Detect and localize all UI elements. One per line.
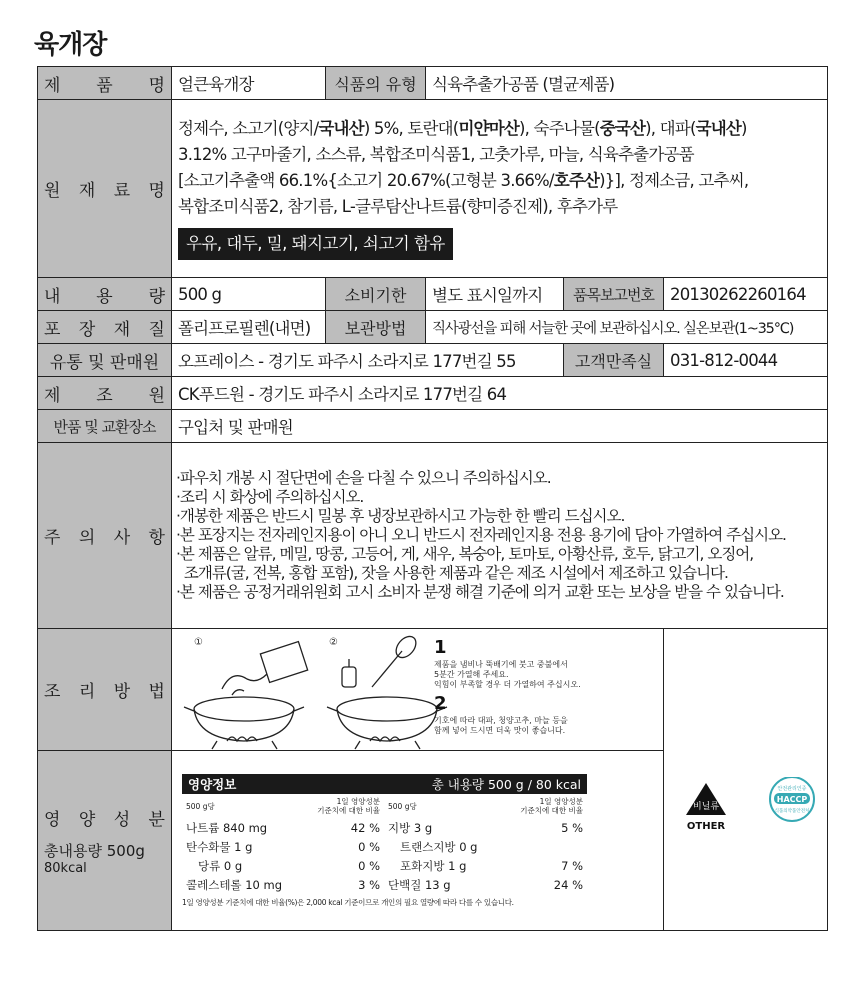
manufacturer-label: 제 조 원 [38,377,172,410]
nutrition-header-right: 총 내용량 500 g / 80 kcal [384,774,587,794]
report-no-label: 품목보고번호 [564,278,664,311]
step-1-number: 1 [434,637,447,658]
recycle-icon [686,783,726,832]
nutrition-row: 탄수화물 1 g 0 % 트랜스지방 0 g [186,839,478,854]
page-title: 육개장 [34,30,107,60]
caution-item: ·본 제품은 알류, 메밀, 땅콩, 고등어, 게, 새우, 복숭아, 토마토, 아황산류, 호두, 닭고기, 오징어, [176,545,754,563]
per-label: 500 g당 [388,801,417,811]
step-2-number: 2 [434,693,447,714]
product-name-value: 얼큰육개장 [172,67,326,100]
cooking-instructions [172,629,664,751]
nutrition-row: 당류 0 g 0 % 포화지방 1 g 7 % [198,858,584,873]
returns-value: 구입처 및 판매원 [172,410,828,443]
product-name-label: 제 품 명 [38,67,172,100]
svg-text:HACCP: HACCP [776,795,808,804]
nutrition-header-left: 영양정보 [182,774,384,794]
food-type-value: 식육추출가공품 (멸균제품) [426,67,828,100]
svg-text:식품의약품안전처: 식품의약품안전처 [774,809,810,814]
pot-2-icon [327,633,447,749]
ingredients-line: 복합조미식품2, 참기름, L-글루탐산나트륨(향미증진제), 후추가루 [178,196,618,216]
customer-value: 031-812-0044 [664,344,828,377]
nutrition-label: 영 양 성 분 총내용량 500g 80kcal [38,751,172,931]
svg-text:①: ① [194,637,203,648]
caution-item: ·조리 시 화상에 주의하십시오. [176,488,364,506]
ingredients-line: [소고기추출액 66.1%{소고기 20.67%(고형분 3.66%/호주산)}], 정제소금, 고추씨, [178,170,749,190]
step-2-text: 함께 넣어 드시면 더욱 맛이 좋습니다. [434,726,566,735]
nutrition-total: 총내용량 500g [44,842,145,860]
nutrition-panel [172,751,664,931]
packaging-label: 포 장 재 질 [38,311,172,344]
nutrition-row: 나트륨 840 mg 42 % 지방 3 g 5 % [186,820,584,835]
ingredients-value [172,100,828,278]
food-type-label: 식품의 유형 [326,67,426,100]
distributor-label: 유통 및 판매원 [38,344,172,377]
expiry-value: 별도 표시일까지 [426,278,564,311]
step-1-text: 제품을 냄비나 뚝배기에 붓고 중불에서 [434,660,568,669]
cooking-label: 조 리 방 법 [38,629,172,751]
svg-text:비닐류: 비닐류 [692,802,720,812]
nutrition-table [182,774,587,894]
expiry-label: 소비기한 [326,278,426,311]
ingredients-text [178,116,821,220]
step-1-text: 5분간 가열해 주세요. [434,670,509,679]
nutrition-footnote: 1일 영양성분 기준치에 대한 비율(%)은 2,000 kcal 기준이므로 개인의 필요 열량에 따라 다를 수 있습니다. [182,898,514,907]
ingredients-line: 정제수, 소고기(양지/국내산) 5%, 토란대(미얀마산), 숙주나물(중국산), 대파(국내산) [178,118,747,138]
nutrition-row: 콜레스테롤 10 mg 3 % 단백질 13 g 24 % [186,877,584,892]
svg-text:안전관리인증: 안전관리인증 [777,786,807,792]
caution-item: ·개봉한 제품은 반드시 밀봉 후 냉장보관하시고 가능한 한 빨리 드십시오. [176,507,625,525]
caution-item: 조개류(굴, 전복, 홍합 포함), 잣을 사용한 제품과 같은 제조 시설에서 제조하고 있습니다. [176,564,728,582]
svg-text:②: ② [329,637,338,648]
haccp-icon [770,777,814,821]
customer-label: 고객만족실 [564,344,664,377]
report-no-value: 20130262260164 [664,278,828,311]
step-2-text: 기호에 따라 대파, 청양고추, 마늘 등을 [434,716,568,725]
allergy-badge: 우유, 대두, 밀, 돼지고기, 쇠고기 함유 [178,228,453,260]
certification-marks [664,629,828,931]
caution-item: ·본 제품은 공정거래위원회 고시 소비자 분쟁 해결 기준에 의거 교환 또는 보상을 받을 수 있습니다. [176,583,784,601]
label-table [37,66,828,931]
step-1-text: 익힘이 부족할 경우 더 가열하여 주십시오. [434,680,581,689]
nutrition-kcal: 80kcal [44,861,87,876]
manufacturer-value: CK푸드원 - 경기도 파주시 소라지로 177번길 64 [172,377,828,410]
returns-label: 반품 및 교환장소 [38,410,172,443]
caution-label: 주 의 사 항 [38,443,172,629]
packaging-value: 폴리프로필렌(내면) [172,311,326,344]
dv-label: 1일 영양성분 기준치에 대한 비율 [317,797,380,815]
per-label: 500 g당 [186,801,215,811]
marks-svg [684,777,844,857]
svg-text:OTHER: OTHER [686,821,726,832]
ingredients-line: 3.12% 고구마줄기, 소스류, 복합조미식품1, 고춧가루, 마늘, 식육추출가공품 [178,144,694,164]
storage-label: 보관방법 [326,311,426,344]
ingredients-label: 원 재 료 명 [38,100,172,278]
content-value: 500 g [172,278,326,311]
caution-item: ·본 포장지는 전자레인지용이 아니 오니 반드시 전자레인지용 전용 용기에 담아 가열하여 주십시오. [176,526,786,544]
pot-1-icon [184,637,308,749]
caution-list [172,443,828,629]
dv-label: 1일 영양성분 기준치에 대한 비율 [520,797,584,815]
distributor-value: 오프레이스 - 경기도 파주시 소라지로 177번길 55 [172,344,564,377]
content-label: 내 용 량 [38,278,172,311]
caution-item: ·파우치 개봉 시 절단면에 손을 다칠 수 있으니 주의하십시오. [176,469,551,487]
cooking-illustration [172,629,602,750]
storage-value: 직사광선을 피해 서늘한 곳에 보관하십시오. 실온보관(1~35℃) [426,311,828,344]
